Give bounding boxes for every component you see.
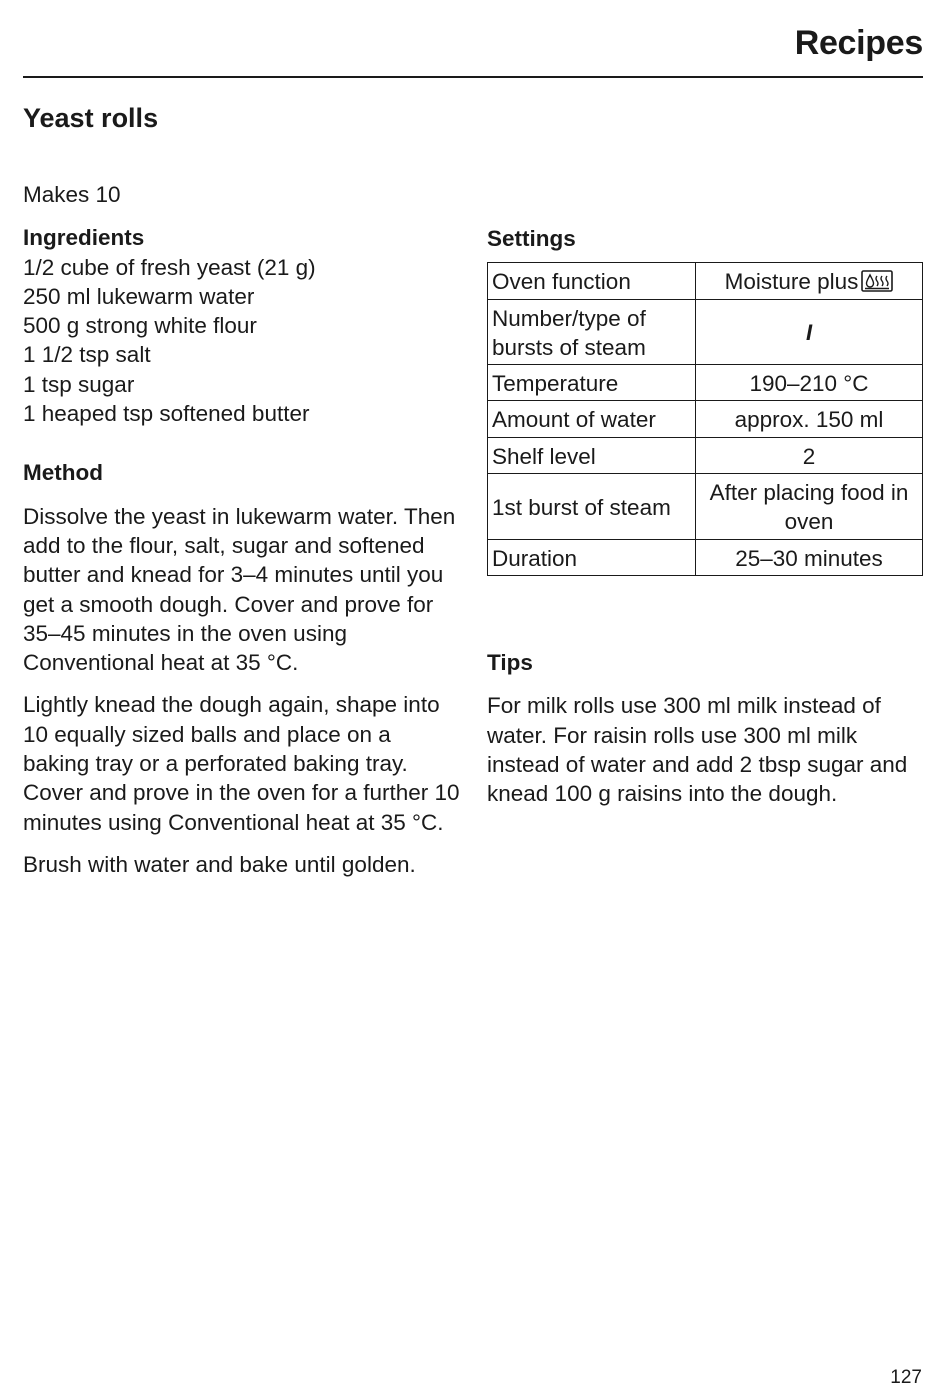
makes-text: Makes 10 <box>23 182 121 207</box>
setting-label: 1st burst of steam <box>488 474 696 540</box>
setting-value: 190–210 °C <box>696 365 923 401</box>
left-column <box>23 180 463 892</box>
table-row <box>488 437 923 473</box>
setting-value-text: Moisture plus <box>724 269 859 295</box>
steam-burst-glyph: I <box>805 320 813 346</box>
moisture-plus-icon <box>861 270 893 292</box>
table-row <box>488 474 923 540</box>
setting-value: 2 <box>696 437 923 473</box>
setting-label: Shelf level <box>488 437 696 473</box>
method-paragraph: Dissolve the yeast in lukewarm water. Then add to the flour, salt, sugar and softened butter and knead for 3–4 minutes until you get a smooth dough. Cover and prove for 35–45 minutes in the oven using Conventional heat at 35 °C. <box>23 503 456 676</box>
setting-label: Amount of water <box>488 401 696 437</box>
table-row <box>488 401 923 437</box>
page-number: 127 <box>890 1367 922 1388</box>
ingredient-item: 1 heaped tsp softened butter <box>23 401 310 427</box>
section-header <box>23 22 923 78</box>
setting-label: Oven function <box>488 263 696 299</box>
setting-value <box>696 263 923 299</box>
table-row <box>488 299 923 365</box>
recipe-title: Yeast rolls <box>23 103 159 133</box>
ingredient-item: 1/2 cube of fresh yeast (21 g) <box>23 254 316 280</box>
ingredients-heading: Ingredients <box>23 225 145 251</box>
settings-heading: Settings <box>487 226 576 251</box>
ingredient-item: 250 ml lukewarm water <box>23 283 255 309</box>
setting-label: Duration <box>488 539 696 575</box>
method-paragraph: Lightly knead the dough again, shape into 10 equally sized balls and place on a baking tray or a perforated baking tray. Cover and prove in the oven for a further 10 minutes using Conventional heat at 35 °C. <box>23 692 460 835</box>
ingredient-item: 500 g strong white flour <box>23 313 257 339</box>
ingredient-item: 1 1/2 tsp salt <box>23 342 151 368</box>
setting-label: Number/type of bursts of steam <box>488 299 696 365</box>
method-heading: Method <box>23 460 103 486</box>
tips-heading: Tips <box>487 649 533 675</box>
setting-value: 25–30 minutes <box>696 539 923 575</box>
section-title: Recipes <box>794 24 923 62</box>
ingredient-item: 1 tsp sugar <box>23 371 135 397</box>
setting-value: approx. 150 ml <box>696 401 923 437</box>
setting-value: After placing food in oven <box>696 474 923 540</box>
settings-table <box>487 262 923 576</box>
tips-text: For milk rolls use 300 ml milk instead of water. For raisin rolls use 300 ml milk instead of water and add 2 tbsp sugar and knead 100 g raisins into the dough. <box>487 693 908 807</box>
setting-label: Temperature <box>488 365 696 401</box>
table-row <box>488 263 923 299</box>
right-column <box>487 224 927 821</box>
setting-value <box>696 299 923 365</box>
ingredients-list <box>23 253 463 429</box>
table-row <box>488 539 923 575</box>
method-paragraph: Brush with water and bake until golden. <box>23 851 416 877</box>
table-row <box>488 365 923 401</box>
